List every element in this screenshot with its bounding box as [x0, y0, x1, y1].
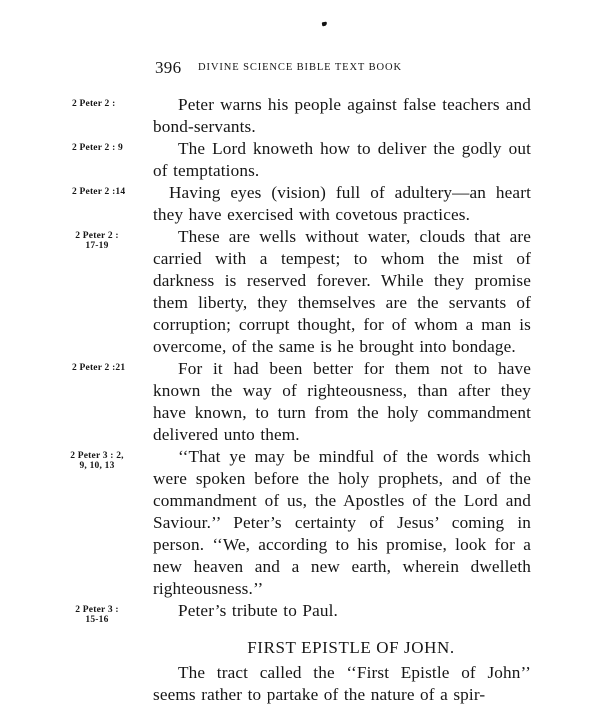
- margin-reference: [72, 363, 154, 373]
- entry: [0, 94, 600, 138]
- reference-line: 2 Peter 2 :14: [72, 187, 126, 197]
- reference-line: 2 Peter 3 : 2,: [70, 451, 124, 461]
- paragraph: Peter warns his people against false teachers and bond-servants.: [153, 95, 531, 136]
- reference-line: 9, 10, 13: [79, 461, 115, 471]
- reference-line: 15-16: [85, 615, 109, 625]
- entry: [0, 446, 600, 600]
- margin-reference: [56, 605, 138, 625]
- section-paragraph: The tract called the ‘‘First Epistle of John’’ seems rather to partake of the nature of a spir-: [153, 663, 531, 704]
- reference-line: 2 Peter 2 :: [75, 231, 119, 241]
- margin-reference: [72, 187, 154, 197]
- running-title: DIVINE SCIENCE BIBLE TEXT BOOK: [198, 62, 402, 73]
- paragraph: The Lord knoweth how to deliver the godly out of temptations.: [153, 139, 531, 180]
- paragraph: These are wells without water, clouds that are carried with a tempest; to whom the mist of darkness is reserved forever. While they promise them liberty, they themselves are the servants of corruption; corrupt thought, for of whom a man is overcome, of the same is he brought into bondage.: [153, 227, 531, 356]
- margin-reference: [56, 451, 138, 471]
- page-number: 396: [155, 58, 182, 77]
- entry: [0, 358, 600, 446]
- margin-reference: [56, 231, 138, 251]
- reference-line: 2 Peter 2 : 9: [72, 143, 123, 153]
- section-heading: FIRST EPISTLE OF JOHN.: [247, 638, 455, 657]
- entry: [0, 600, 600, 625]
- entry: [0, 182, 600, 226]
- paragraph: Peter’s tribute to Paul.: [178, 601, 338, 620]
- page-header: [155, 58, 535, 78]
- paragraph: Having eyes (vision) full of adultery—an heart they have exercised with covetous practices.: [153, 183, 531, 224]
- reference-line: 2 Peter 2 :: [72, 99, 116, 109]
- page-body: [0, 94, 600, 706]
- paragraph: ‘‘That ye may be mindful of the words which were spoken before the holy prophets, and of the commandment of us, the Apostles of the Lord and Saviour.’’ Peter’s certainty of Jesus’ coming in person. ‘‘We, according to his promise, look for a new heaven and a new earth, wherein dwelleth righteousness.’’: [153, 447, 531, 598]
- margin-reference: [72, 99, 154, 109]
- reference-line: 17-19: [85, 241, 109, 251]
- margin-reference: [72, 143, 154, 153]
- reference-line: 2 Peter 3 :: [75, 605, 119, 615]
- paragraph: For it had been better for them not to have known the way of righteousness, than after they have known, to turn from the holy commandment delivered unto them.: [153, 359, 531, 444]
- entry: [0, 138, 600, 182]
- entry: [0, 226, 600, 358]
- print-speck: [322, 22, 328, 27]
- reference-line: 2 Peter 2 :21: [72, 363, 126, 373]
